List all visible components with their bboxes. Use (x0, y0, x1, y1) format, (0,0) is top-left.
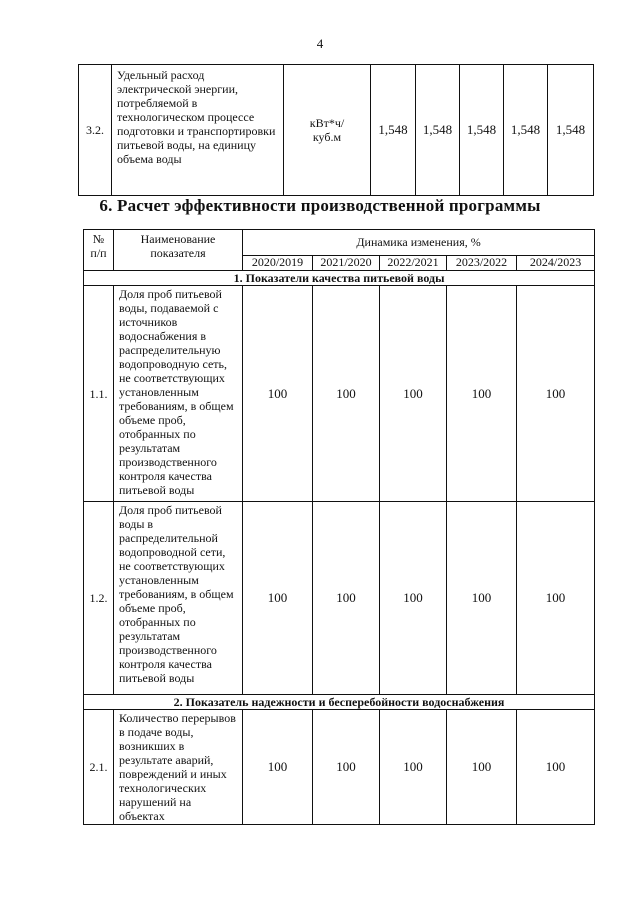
value-cell: 100 (447, 502, 517, 695)
header-num: № п/п (84, 230, 114, 271)
value-cell: 100 (313, 286, 380, 502)
unit-cell: кВт*ч/ куб.м (284, 65, 371, 196)
table-row (84, 502, 595, 695)
year-header: 2024/2023 (517, 255, 595, 270)
value-cell: 1,548 (504, 65, 548, 196)
value-cell: 100 (380, 286, 447, 502)
section-title: 6. Расчет эффективности производственной программы (99, 196, 541, 215)
indicator-name: Доля проб питьевой воды, подаваемой с источников водоснабжения в распределительную водопроводную сеть, не соответствующих установленным требованиям, в общем объеме проб, отобранных по результатам производственного контроля качества питьевой воды (114, 286, 243, 502)
section-row (84, 271, 595, 286)
value-cell: 1,548 (416, 65, 460, 196)
header-row (84, 230, 595, 256)
efficiency-table (83, 229, 595, 825)
value-cell: 100 (517, 286, 595, 502)
row-number: 1.1. (84, 286, 114, 502)
value-cell: 100 (313, 710, 380, 825)
table-row (84, 286, 595, 502)
row-number: 2.1. (84, 710, 114, 825)
year-header: 2022/2021 (380, 255, 447, 270)
value-cell: 100 (313, 502, 380, 695)
section-heading: 1. Показатели качества питьевой воды (84, 271, 595, 286)
value-cell: 100 (243, 286, 313, 502)
table-row (84, 710, 595, 825)
page-number: 4 (316, 36, 324, 51)
header-dynamics: Динамика изменения, % (243, 230, 595, 256)
row-number: 1.2. (84, 502, 114, 695)
section-row (84, 695, 595, 710)
value-cell: 100 (243, 710, 313, 825)
row-number: 3.2. (79, 65, 112, 196)
value-cell: 100 (517, 710, 595, 825)
value-cell: 100 (447, 286, 517, 502)
value-cell: 100 (447, 710, 517, 825)
header-name: Наименование показателя (114, 230, 243, 271)
indicator-name: Удельный расход электрической энергии, потребляемой в технологическом процессе подготовки и транспортировки питьевой воды, на единицу объема воды (112, 65, 284, 196)
value-cell: 100 (380, 710, 447, 825)
indicator-name: Доля проб питьевой воды в распределительной водопроводной сети, не соответствующих установленным требованиям, в общем объеме проб, отобранных по результатам производственного контроля качества питьевой воды (114, 502, 243, 695)
year-header: 2023/2022 (447, 255, 517, 270)
indicator-name: Количество перерывов в подаче воды, возникших в результате аварий, повреждений и иных технологических нарушений на объектах (114, 710, 243, 825)
table-row (79, 65, 594, 196)
year-header: 2021/2020 (313, 255, 380, 270)
value-cell: 1,548 (371, 65, 416, 196)
value-cell: 100 (243, 502, 313, 695)
value-cell: 100 (380, 502, 447, 695)
value-cell: 1,548 (460, 65, 504, 196)
value-cell: 100 (517, 502, 595, 695)
value-cell: 1,548 (548, 65, 594, 196)
energy-table (78, 64, 594, 196)
year-header: 2020/2019 (243, 255, 313, 270)
section-heading: 2. Показатель надежности и бесперебойности водоснабжения (84, 695, 595, 710)
